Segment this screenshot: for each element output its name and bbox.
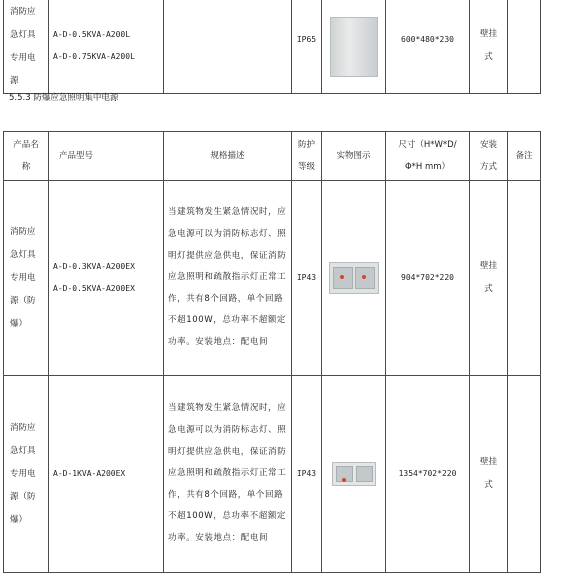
size-value: 600*480*230 [386,0,470,94]
note-value [508,376,541,573]
spec-table-main [3,131,541,573]
product-model-cell [49,0,164,94]
product-name-cell [4,0,49,94]
header-install: 安装方式 [470,132,508,181]
spec-table-top [3,0,541,94]
header-model: 产品型号 [49,132,164,181]
table-header-row [4,132,541,181]
ip-rating: IP65 [292,0,322,94]
ip-rating: IP43 [292,181,322,376]
section-title: 5.5.3 防爆应急照明集中电源 [9,93,119,103]
photo-cell [322,0,386,94]
size-value: 1354*702*220 [386,376,470,573]
product-model: A-D-0.5KVA-A200L [53,30,131,39]
product-name: 消防应急灯具专用电源（防爆） [4,181,49,376]
product-model: A-D-0.75KVA-A200L [53,52,135,61]
header-name: 产品名称 [4,132,49,181]
note-value [508,181,541,376]
product-model: A-D-0.5KVA-A200EX [53,284,135,293]
product-name: 消防应急灯具专用电源（防爆） [4,376,49,573]
spec-description: 当建筑物发生紧急情况时，应急电源可以为消防标志灯、照明灯提供应急供电，保证消防应急照明和疏散指示灯正常工作，共有8个回路，单个回路不超100W，总功率不超额定功率。安装地点：配电间 [164,181,292,376]
install-method: 壁挂式 [470,181,508,376]
size-value: 904*702*220 [386,181,470,376]
header-size: 尺寸（H*W*D/ Φ*H mm） [386,132,470,181]
product-name: 消防应急灯具专用电源 [10,7,36,86]
table-row [4,0,541,94]
product-model: A-D-1KVA-A200EX [49,376,164,573]
header-spec: 规格描述 [164,132,292,181]
table-row [4,181,541,376]
note-cell [508,0,541,94]
spec-description: 当建筑物发生紧急情况时，应急电源可以为消防标志灯、照明灯提供应急供电，保证消防应急照明和疏散指示灯正常工作，共有8个回路，单个回路不超100W，总功率不超额定功率。安装地点：配电间 [164,376,292,573]
header-note: 备注 [508,132,541,181]
photo-cell [322,181,386,376]
ip-rating: IP43 [292,376,322,573]
install-method: 壁挂式 [470,376,508,573]
table-row [4,376,541,573]
header-photo: 实物图示 [322,132,386,181]
spec-cell [164,0,292,94]
install-method: 壁挂式 [470,0,508,94]
cabinet-photo [329,262,379,294]
cabinet-photo [332,462,376,486]
cabinet-photo [330,17,378,77]
header-protect: 防护等级 [292,132,322,181]
product-model: A-D-0.3KVA-A200EX [53,262,135,271]
photo-cell [322,376,386,573]
product-model-cell [49,181,164,376]
